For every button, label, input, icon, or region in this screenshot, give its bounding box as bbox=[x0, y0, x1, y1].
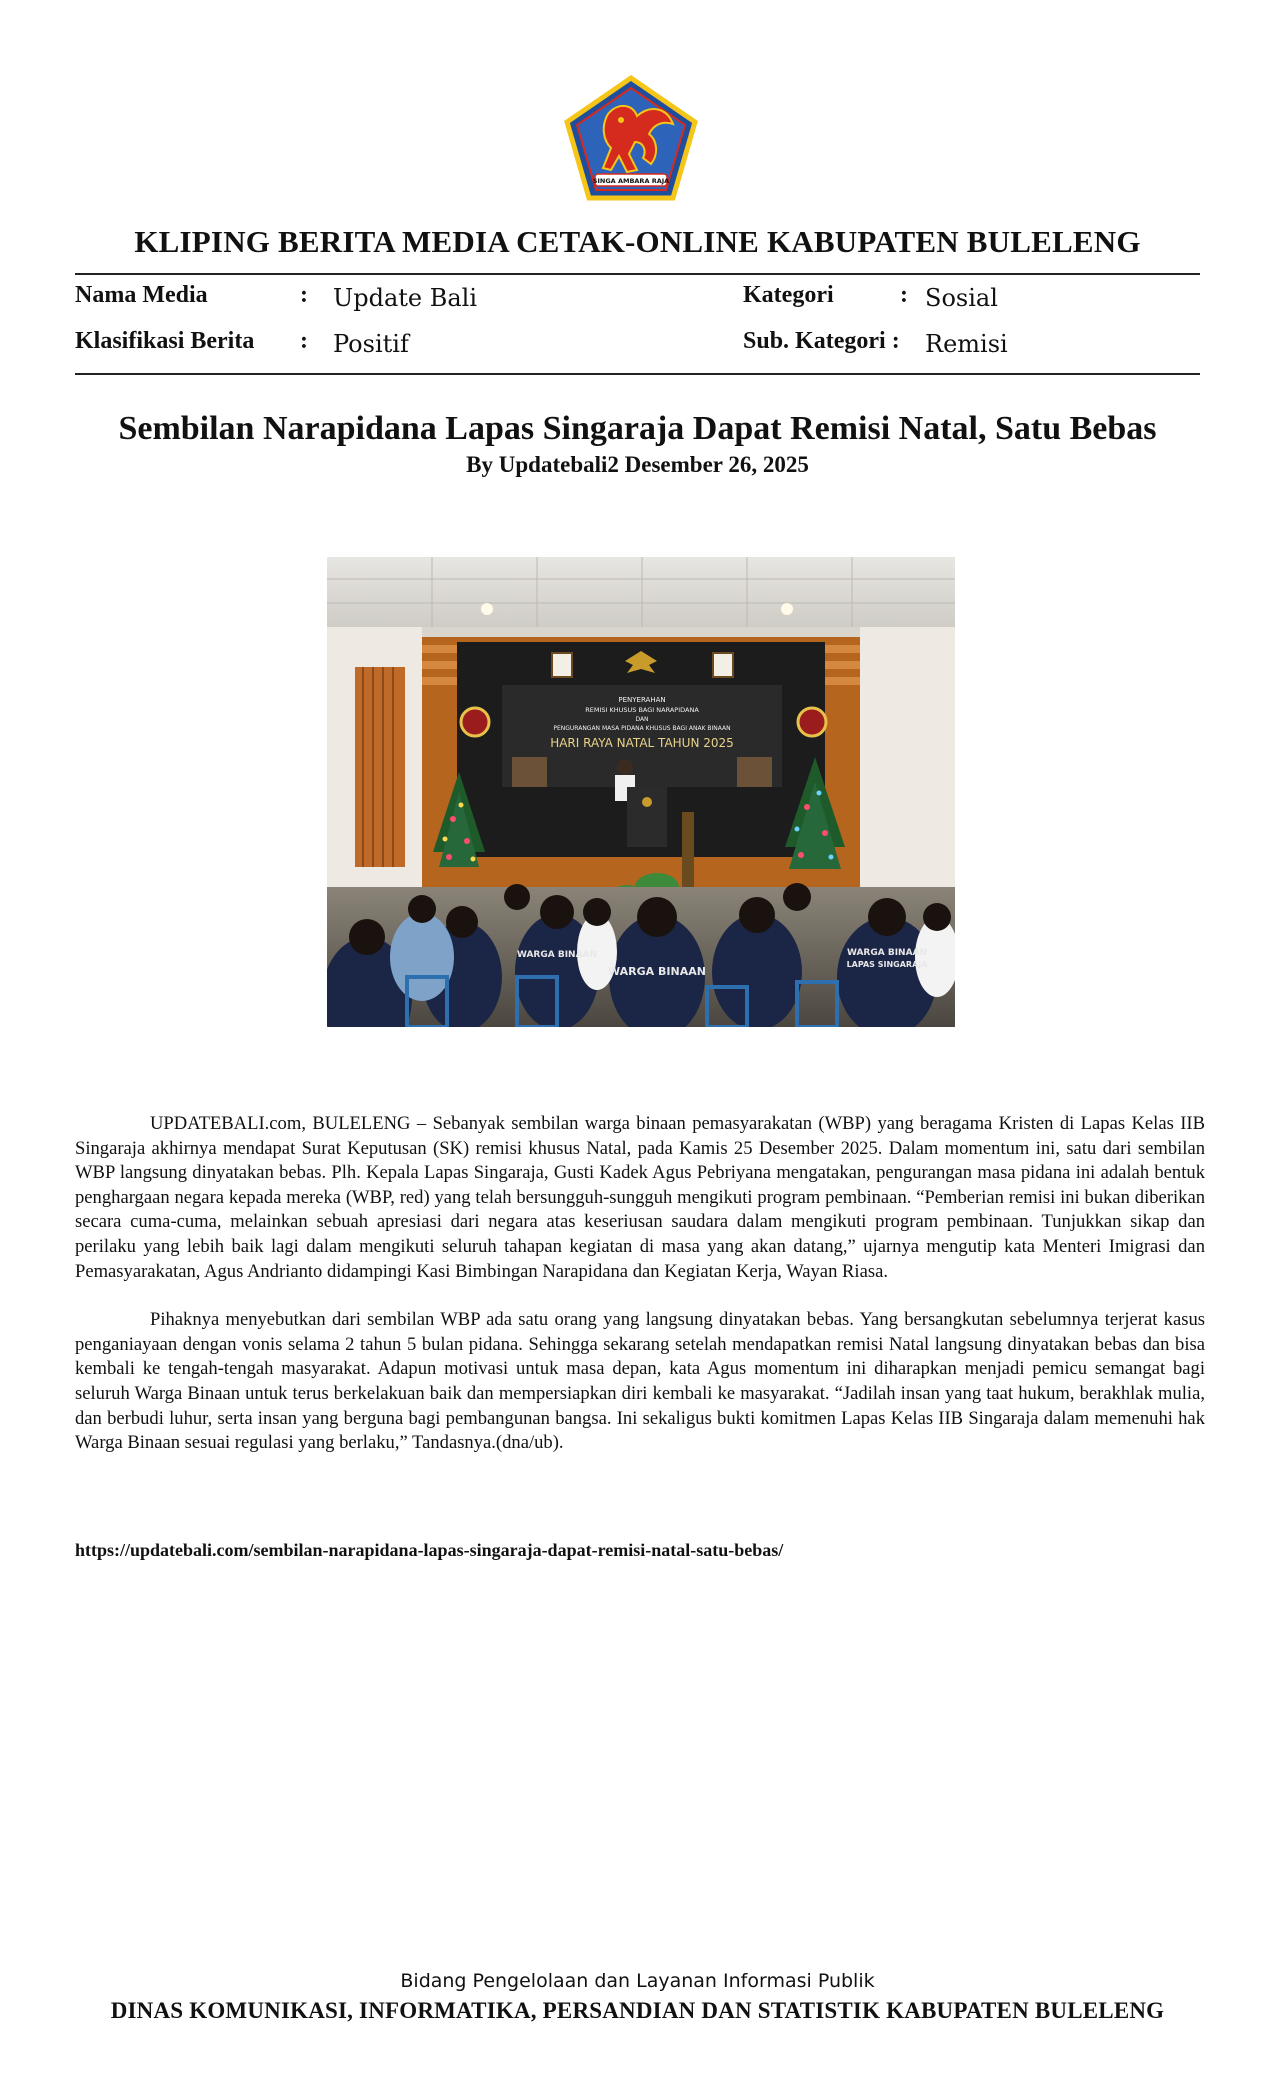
colon: : bbox=[900, 282, 908, 308]
banner-text: PENGURANGAN MASA PIDANA KHUSUS BAGI ANAK BINAAN bbox=[553, 725, 731, 732]
logo-motto: SINGA AMBARA RAJA bbox=[592, 177, 670, 185]
banner-text: DAN bbox=[635, 716, 649, 723]
source-link[interactable]: https://updatebali.com/sembilan-narapidana-lapas-singaraja-dapat-remisi-natal-satu-bebas/ bbox=[75, 1540, 784, 1560]
colon: : bbox=[300, 282, 308, 308]
article-paragraph: Pihaknya menyebutkan dari sembilan WBP ada satu orang yang langsung dinyatakan bebas. Yang bersangkutan sebelumnya terjerat kasus penganiayaan dengan vonis selama 2 tahun 5 bulan pidana. Sehingga sekarang setelah mendapatkan remisi Natal langsung dinyatakan bebas dan bisa kembali ke tengah-tengah masyarakat. Adapun motivasi untuk masa depan, kata Agus momentum ini diharapkan menjadi pemicu semangat bagi seluruh Warga Binaan untuk terus berkelakuan baik dan mempersiapkan diri kembali ke masyarakat. “Jadilah insan yang taat hukum, berakhlak mulia, dan berbudi luhur, serta insan yang berguna bagi pembangunan bangsa. Ini sekaligus bukti komitmen Lapas Kelas IIB Singaraja dalam memenuhi hak Warga Binaan sesuai regulasi yang berlaku,” Tandasnya.(dna/ub). bbox=[75, 1309, 1205, 1454]
sub-kategori-label bbox=[743, 328, 900, 355]
shirt-text: LAPAS SINGARAJA bbox=[846, 960, 928, 969]
header-rule-top bbox=[75, 273, 1200, 275]
banner-text: HARI RAYA NATAL TAHUN 2025 bbox=[550, 736, 734, 750]
banner-text: REMISI KHUSUS BAGI NARAPIDANA bbox=[585, 706, 699, 714]
kategori-label: Kategori bbox=[743, 282, 834, 308]
article-paragraph: UPDATEBALI.com, BULELENG – Sebanyak sembilan warga binaan pemasyarakatan (WBP) yang beragama Kristen di Lapas Kelas IIB Singaraja akhirnya mendapat Surat Keputusan (SK) remisi khusus Natal, pada Kamis 25 Desember 2025. Dalam momentum ini, satu dari sembilan WBP langsung dinyatakan bebas. Plh. Kepala Lapas Singaraja, Gusti Kadek Agus Pebriyana mengatakan, pengurangan masa pidana ini adalah bentuk penghargaan negara kepada mereka (WBP, red) yang telah bersungguh-sungguh mengikuti program pembinaan. “Pemberian remisi ini bukan diberikan secara cuma-cuma, melainkan sebuah apresiasi dari negara atas keseriusan saudara dalam mengikuti program pembinaan. Tunjukkan sikap dan perilaku yang lebih baik lagi dalam mengikuti seluruh tahapan kegiatan di masa yang akan datang,” ujarnya mengutip kata Menteri Imigrasi dan Pemasyarakatan, Agus Andrianto didampingi Kasi Bimbingan Narapidana dan Kegiatan Kerja, Wayan Riasa. bbox=[75, 1113, 1205, 1282]
sub-kategori-value: Remisi bbox=[925, 330, 1008, 358]
klasifikasi-label: Klasifikasi Berita bbox=[75, 328, 255, 354]
sub-kategori-label-text: Sub. Kategori bbox=[743, 328, 886, 354]
shirt-text: WARGA BINAAN bbox=[608, 965, 706, 978]
article-byline: By Updatebali2 Desember 26, 2025 bbox=[466, 452, 809, 477]
colon: : bbox=[300, 328, 308, 354]
buleleng-logo bbox=[563, 74, 699, 202]
banner-text: PENYERAHAN bbox=[618, 696, 666, 704]
shirt-text: WARGA BINAAN bbox=[516, 950, 598, 960]
klasifikasi-value: Positif bbox=[333, 330, 409, 358]
shirt-text: WARGA BINAAN bbox=[846, 948, 928, 958]
article-photo bbox=[327, 557, 955, 1027]
nama-media-label: Nama Media bbox=[75, 282, 208, 308]
article-title: Sembilan Narapidana Lapas Singaraja Dapat Remisi Natal, Satu Bebas bbox=[118, 410, 1157, 447]
page-title: KLIPING BERITA MEDIA CETAK-ONLINE KABUPATEN BULELENG bbox=[134, 224, 1141, 259]
footer-agency: DINAS KOMUNIKASI, INFORMATIKA, PERSANDIAN DAN STATISTIK KABUPATEN BULELENG bbox=[110, 1998, 1165, 2023]
nama-media-value: Update Bali bbox=[333, 284, 478, 312]
article-body bbox=[75, 1112, 1205, 1480]
colon: : bbox=[891, 328, 900, 354]
header-rule-bottom bbox=[75, 373, 1200, 375]
footer-department: Bidang Pengelolaan dan Layanan Informasi Publik bbox=[400, 1970, 875, 1992]
kategori-value: Sosial bbox=[925, 284, 998, 312]
